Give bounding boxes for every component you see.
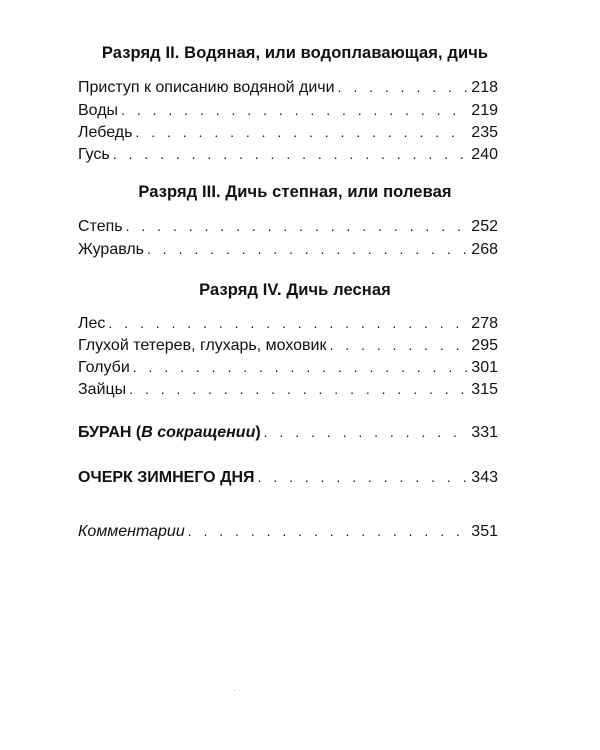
toc-entry-page: 218 — [471, 79, 498, 96]
toc-entry-title: Приступ к описанию водяной дичи — [78, 79, 335, 96]
toc-entry-title: Гусь — [78, 146, 110, 163]
toc-entry-title: БУРАН (В сокращении) — [78, 424, 261, 441]
toc-entry-page: 268 — [471, 241, 498, 258]
dot-leader — [126, 216, 469, 236]
toc-entry — [78, 357, 498, 378]
toc-entry-title: Воды — [78, 102, 119, 119]
toc-entry — [78, 335, 498, 356]
dot-leader — [258, 467, 469, 487]
toc-entry-buran — [78, 422, 498, 443]
toc-entry-page: 315 — [471, 381, 498, 398]
buran-note: В сокращении — [141, 424, 256, 441]
dot-leader — [338, 77, 469, 97]
dot-leader — [121, 100, 468, 120]
dot-leader — [108, 313, 468, 333]
toc-entry-title: Зайцы — [78, 381, 127, 398]
toc-entry-page: 343 — [471, 469, 498, 486]
dot-leader — [135, 122, 468, 142]
toc-entry — [78, 379, 498, 400]
dot-leader — [147, 239, 468, 259]
toc-entry-page: 301 — [471, 359, 498, 376]
toc-entry-title: Голуби — [78, 359, 130, 376]
dot-leader — [129, 379, 468, 399]
toc-entry-page: 351 — [471, 523, 498, 540]
toc-entry-page: 252 — [471, 218, 498, 235]
toc-entry — [78, 100, 498, 121]
section-heading-razryad-3: Разряд III. Дичь степная, или полевая — [138, 183, 452, 201]
toc-entry-page: 240 — [471, 146, 498, 163]
toc-entry — [78, 239, 498, 260]
toc-entry-page: 295 — [471, 337, 498, 354]
toc-entry-title: Лес — [78, 315, 106, 332]
toc-entry-page: 331 — [471, 424, 498, 441]
dot-leader — [113, 144, 469, 164]
toc-entry-title: Комментарии — [78, 523, 185, 540]
dot-leader — [133, 357, 469, 377]
toc-entry-winter-day — [78, 467, 498, 488]
print-mark: . . — [233, 683, 241, 693]
dot-leader — [188, 521, 469, 541]
dot-leader — [330, 335, 469, 355]
toc-entry — [78, 216, 498, 237]
section-heading-razryad-4: Разряд IV. Дичь лесная — [199, 281, 391, 299]
toc-entry — [78, 122, 498, 143]
toc-entry-title: ОЧЕРК ЗИМНЕГО ДНЯ — [78, 469, 255, 486]
toc-entry-title: Журавль — [78, 241, 145, 258]
buran-title: БУРАН — [78, 424, 132, 441]
toc-entry-title: Степь — [78, 218, 123, 235]
section-heading-razryad-2: Разряд II. Водяная, или водоплавающая, дичь — [101, 44, 489, 62]
toc-entry — [78, 313, 498, 334]
dot-leader — [264, 422, 469, 442]
toc-entry — [78, 77, 498, 98]
toc-entry-title: Лебедь — [78, 124, 133, 141]
toc-entry-page: 278 — [471, 315, 498, 332]
toc-entry — [78, 144, 498, 165]
toc-entry-page: 235 — [471, 124, 498, 141]
toc-entry-comments — [78, 521, 498, 542]
toc-entry-page: 219 — [471, 102, 498, 119]
toc-entry-title: Глухой тетерев, глухарь, моховик — [78, 337, 327, 354]
